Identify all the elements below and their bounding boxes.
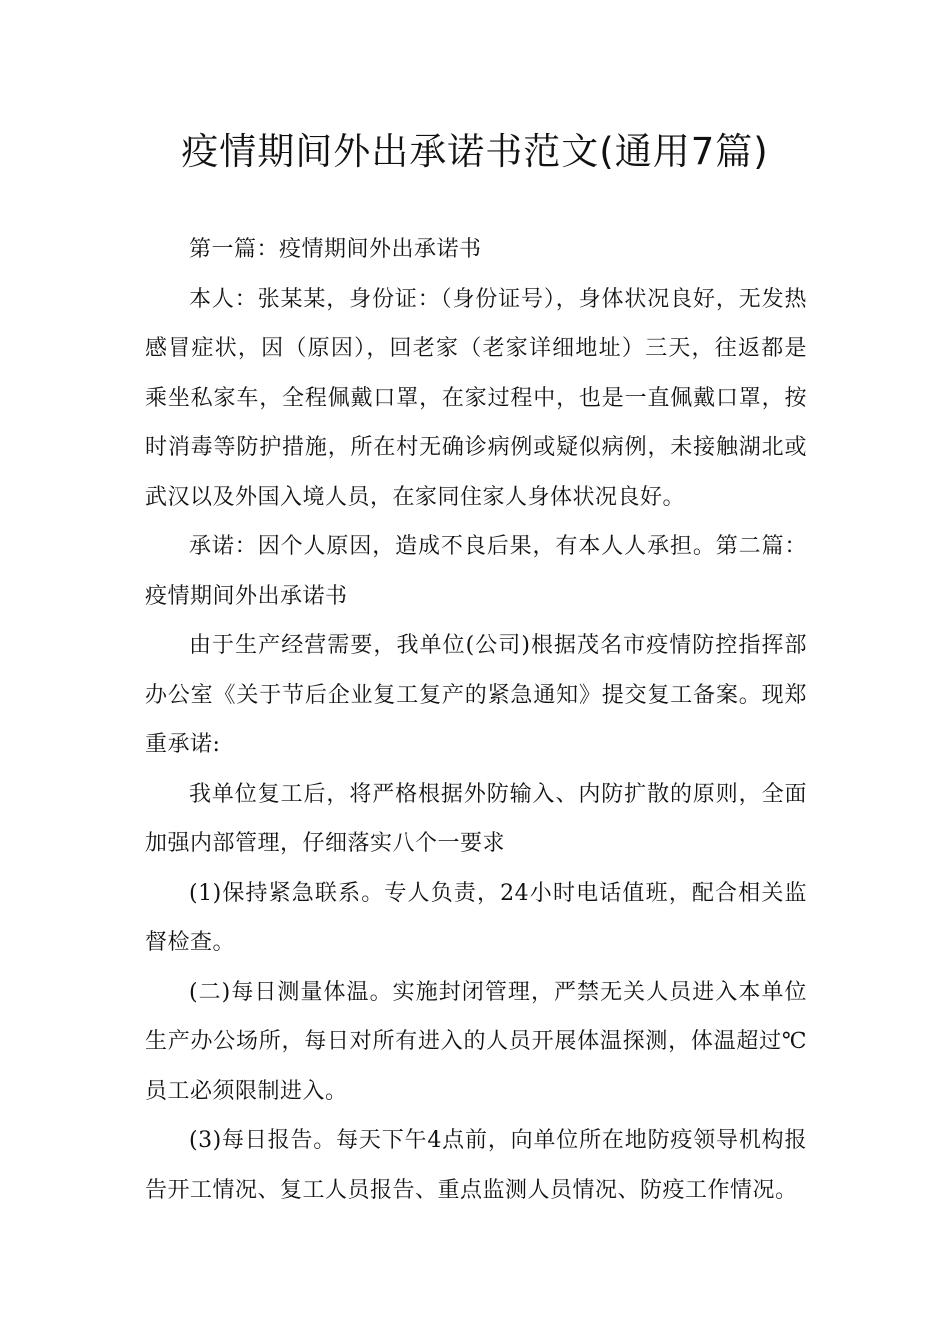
document-title: 疫情期间外出承诺书范文(通用7篇)	[181, 130, 769, 173]
paragraph-item-3: (3)每日报告。每天下午4点前，向单位所在地防疫领导机构报告开工情况、复工人员报告、重点监测人员情况、防疫工作情况。	[145, 1128, 807, 1203]
paragraph-company-intro: 由于生产经营需要，我单位(公司)根据茂名市疫情防控指挥部办公室《关于节后企业复工复产的紧急通知》提交复工备案。现郑重承诺:	[145, 633, 807, 757]
paragraph-item-2: (二)每日测量体温。实施封闭管理，严禁无关人员进入本单位生产办公场所，每日对所有进入的人员开展体温探测，体温超过℃员工必须限制进入。	[145, 979, 807, 1104]
paragraph-personal-statement: 本人：张某某，身份证：（身份证号），身体状况良好，无发热感冒症状，因（原因），回老家（老家详细地址）三天，往返都是乘坐私家车，全程佩戴口罩，在家过程中，也是一直佩戴口罩，按时消毒等防护措施，所在村无确诊病例或疑似病例，未接触湖北或武汉以及外国入境人员，在家同住家人身体状况良好。	[145, 286, 807, 510]
paragraph-commitment: 承诺：因个人原因，造成不良后果，有本人人承担。第二篇：疫情期间外出承诺书	[145, 534, 807, 609]
paragraph-item-1: (1)保持紧急联系。专人负责，24小时电话值班，配合相关监督检查。	[145, 880, 807, 955]
paragraph-company-principle: 我单位复工后，将严格根据外防输入、内防扩散的原则，全面加强内部管理，仔细落实八个一要求	[145, 781, 807, 856]
document-body	[145, 225, 807, 1215]
paragraph-section-one-heading: 第一篇：疫情期间外出承诺书	[189, 237, 482, 262]
